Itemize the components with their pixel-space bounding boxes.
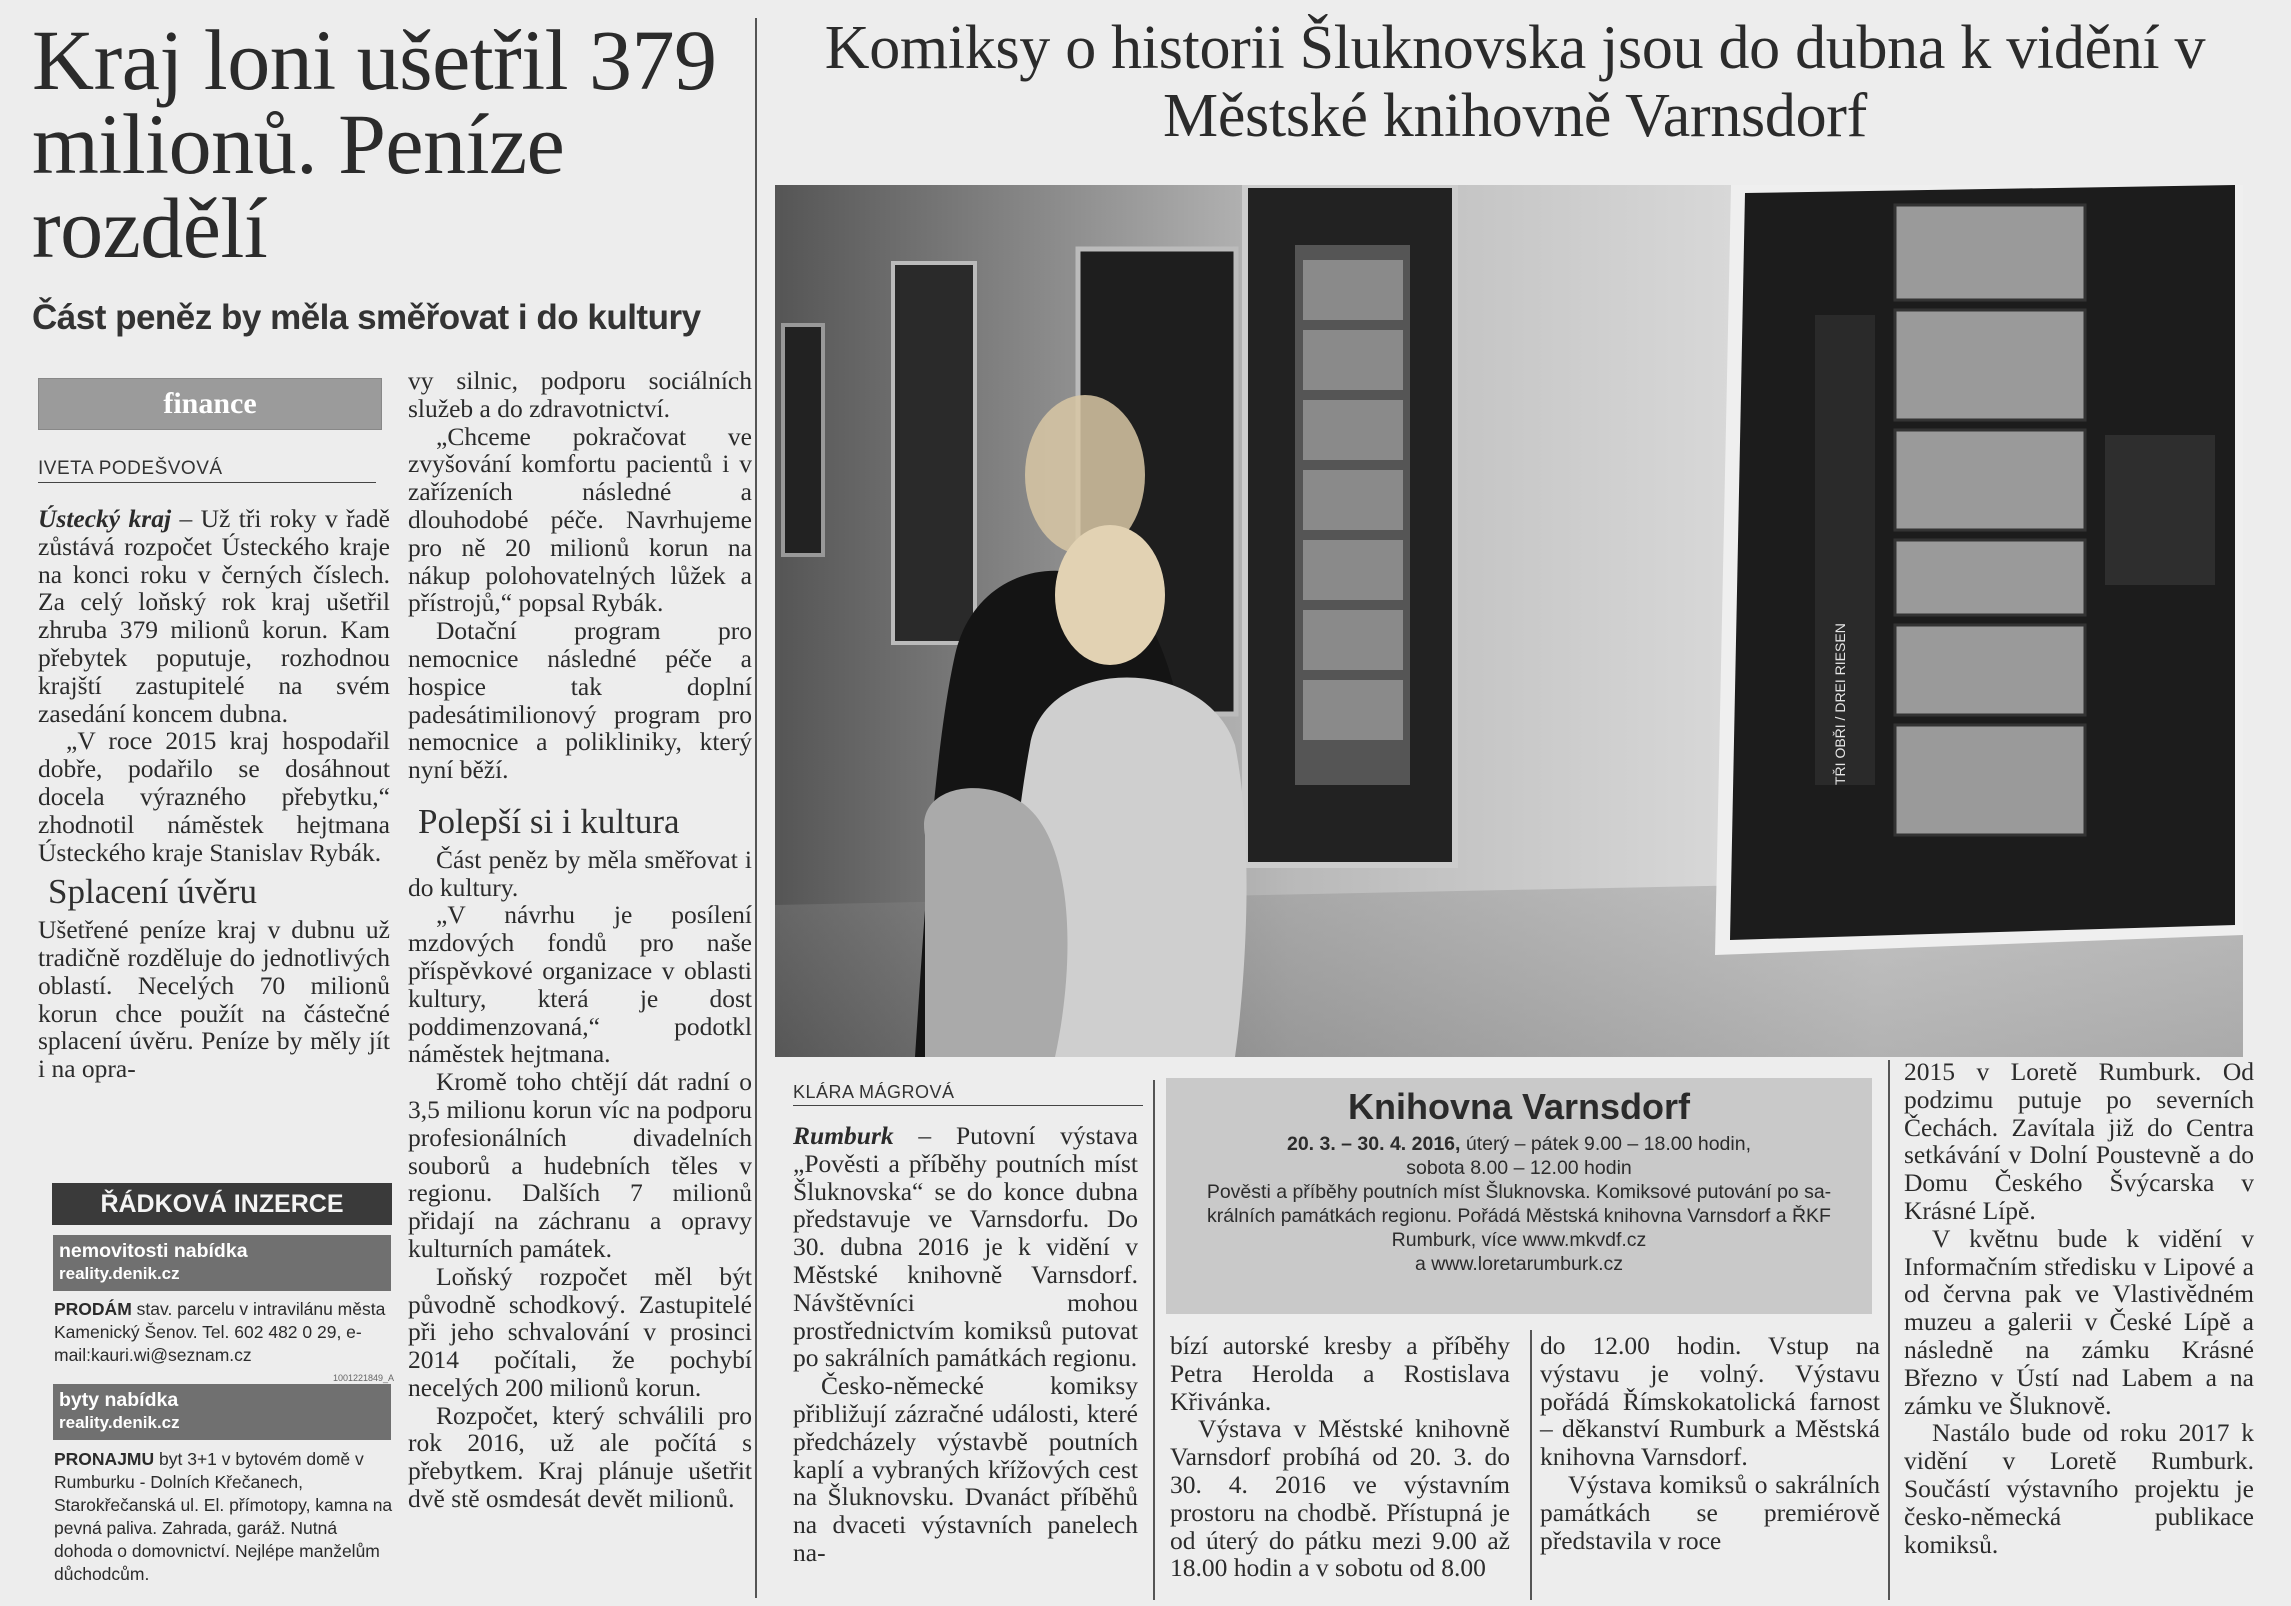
section-heading: Polepší si i kultura	[418, 801, 680, 841]
section-heading: Splacení úvěru	[48, 872, 257, 912]
ad-body: byt 3+1 v bytovém domě v Rumburku - Dolních Křečanech, Starokřečanská ul. El. přímotopy, kamna na pevná paliva. Zahrada, garáž. Nutná dohoda o domovnictví. Nejlépe manželům důchodcům.	[54, 1449, 393, 1584]
paragraph: Výstava v Městské knihovně Varnsdorf probíhá od 20. 3. do 30. 4. 2016 ve výstavním prostoru na chodbě. Přístupná je od úterý do pátku mezi 9.00 až 18.00 hodin a v sobotu od 8.00	[1170, 1414, 1510, 1583]
paragraph: 2015 v Loretě Rumburk. Od podzimu putuje po severních Čechách. Zavítala již do Centra setkávání v Dolní Poustevně a do Domu Českého Švýcarska v Krásné Lípě.	[1904, 1057, 2254, 1225]
right-column-3	[1540, 1332, 1880, 1554]
dateline-location: Ústecký kraj	[38, 504, 172, 533]
left-subhead: Část peněz by měla směřovat i do kultury	[32, 298, 701, 337]
wall-frame	[893, 263, 975, 643]
dateline-location: Rumburk	[793, 1121, 894, 1150]
paragraph: „V návrhu je posílení mzdových fondů pro naše příspěvkové organizace v oblasti kultury, která je dost poddimenzovaná,“ podotkl náměstek hejtmana.	[408, 900, 752, 1069]
info-box-line: Rumburk, více www.mkvdf.cz	[1391, 1229, 1647, 1251]
ads-category-flats	[53, 1384, 391, 1440]
info-box-line: králních památkách regionu. Pořádá Městská knihovna Varnsdorf a ŘKF	[1207, 1205, 1831, 1227]
paragraph: Výstava komiksů o sakrálních památkách se premiérově představila v roce	[1540, 1469, 1880, 1555]
photo-credit: KLÁRA MÁGROVÁ	[793, 1082, 1143, 1106]
paragraph: V květnu bude k vidění v Informačním středisku v Lipové a od června pak ve Vlastivědném muzeu a galerii v České Lípě a následně na zámku Krásné Březno v Ústí nad Labem a na zámku ve Šluknově.	[1904, 1223, 2254, 1420]
ad-lead: PRODÁM	[54, 1299, 132, 1319]
column-divider	[1888, 1060, 1890, 1600]
paragraph: Ušetřené peníze kraj v dubnu už tradičně rozděluje do jednotlivých oblastí. Necelých 70 milionů korun chce použít na částečné splacení úvěru. Peníze by měly jít i na opra-	[38, 915, 390, 1084]
info-box-line: a www.loretarumburk.cz	[1414, 1253, 1624, 1275]
exhibition-photo	[775, 185, 2243, 1057]
paragraph: Kromě toho chtějí dát radní o 3,5 milionu korun víc na podporu profesionálních divadelních souborů a hudebních těles v regionu. Dalších 7 milionů přidají na záchranu a opravy kulturních památek.	[408, 1067, 752, 1263]
paragraph: „V roce 2015 kraj hospodařil dobře, podařilo se dosáhnout docela výrazného přebytku,“ zhodnotil náměstek hejtmana Ústeckého kraje Stanislav Rybák.	[38, 726, 390, 867]
paragraph: Část peněz by měla směřovat i do kultury.	[408, 844, 752, 902]
paragraph: Česko-německé komiksy přibližují zázračné události, které předcházely výstavbě poutních kaplí a vybraných křížových cest na Šluknovsku. Dvanáct příběhů na dvaceti výstavních panelech na-	[793, 1371, 1138, 1567]
info-box	[1166, 1078, 1872, 1314]
right-column-1	[793, 1122, 1138, 1567]
ads-category-title: byty nabídka	[59, 1389, 179, 1411]
classified-ad	[54, 1448, 394, 1586]
column-divider	[1530, 1330, 1532, 1600]
right-column-2	[1170, 1332, 1510, 1582]
wall-frame	[783, 325, 823, 555]
paragraph: „Chceme pokračovat ve zvyšování komfortu pacientů i v zařízeních následné a dlouhodobé péče. Navrhujeme pro ně 20 milionů korun na nákup polohovatelných lůžek a přístrojů,“ popsal Rybák.	[408, 421, 752, 618]
right-headline: Komiksy o historii Šluknovska jsou do dubna k vidění v Městské knihovně Varnsdorf	[824, 14, 2206, 150]
info-box-line: 20. 3. – 30. 4. 2016, úterý – pátek 9.00 – 18.00 hodin,	[1286, 1133, 1752, 1155]
ads-category-real-estate	[53, 1235, 391, 1291]
child-head	[1055, 525, 1165, 665]
ad-lead: PRONAJMU	[54, 1449, 155, 1469]
ads-category-site: reality.denik.cz	[59, 1264, 180, 1283]
author-byline: IVETA PODEŠVOVÁ	[38, 458, 376, 483]
right-column-4	[1904, 1058, 2254, 1558]
rubric-label: finance	[38, 378, 382, 430]
paragraph: Dotační program pro nemocnice následné péče a hospice tak doplní padesátimilionový program pro nemocnice a polikliniky, který nyní běží.	[408, 616, 752, 785]
info-box-line: sobota 8.00 – 12.00 hodin	[1406, 1157, 1632, 1179]
column-divider	[755, 18, 757, 1598]
ads-category-site: reality.denik.cz	[59, 1413, 180, 1432]
info-box-title: Knihovna Varnsdorf	[1347, 1086, 1691, 1127]
ad-code: 1001221849_A	[332, 1373, 394, 1383]
ad-body: stav. parcelu v intravilánu města Kamenický Šenov. Tel. 602 482 0 29, e-mail:kauri.wi@seznam.cz	[54, 1299, 386, 1365]
classified-ad	[54, 1298, 394, 1390]
paragraph: Rozpočet, který schválili pro rok 2016, už ale počítá s přebytkem. Kraj plánuje ušetřit dvě stě osmdesát devět milionů.	[408, 1400, 752, 1514]
info-box-line: Pověsti a příběhy poutních míst Šluknovska. Komiksové putování po sa-	[1206, 1181, 1832, 1203]
paragraph: Loňský rozpočet měl být původně schodkový. Zastupitelé při jeho schvalování v prosinci 2014 počítali, že pochybí necelých 200 milionů korun.	[408, 1261, 752, 1402]
classified-ads-header: ŘÁDKOVÁ INZERCE	[52, 1183, 392, 1225]
ads-category-title: nemovitosti nabídka	[59, 1240, 248, 1262]
column-divider	[1153, 1080, 1155, 1600]
photo-illustration	[775, 185, 2243, 1057]
left-column-1	[38, 505, 390, 1083]
left-column-2	[408, 367, 752, 1513]
paragraph: Rumburk – Putovní výstava „Pověsti a příběhy poutních míst Šluknovska“ se do konce dubna představuje ve Varnsdorfu. Do 30. dubna 2016 je k vidění v Městské knihovně Varnsdorf. Návštěvníci mohou prostřednictvím komiksů putovat po sakrálních památkách regionu.	[793, 1121, 1138, 1373]
left-headline: Kraj loni ušetřil 379 milionů. Peníze rozdělí	[32, 12, 717, 276]
paragraph: do 12.00 hodin. Vstup na výstavu je volný. Výstavu pořádá Římskokatolická farnost – děkanství Rumburk a Městská knihovna Varnsdorf.	[1540, 1331, 1880, 1472]
paragraph: Nastálo bude od roku 2017 k vidění v Loretě Rumburk. Součástí výstavního projektu je česko-německá publikace komiksů.	[1904, 1418, 2254, 1559]
paragraph: bízí autorské kresby a příběhy Petra Herolda a Rostislava Křivánka.	[1170, 1331, 1510, 1416]
paragraph: Ústecký kraj – Už tři roky v řadě zůstává rozpočet Ústeckého kraje na konci roku v černých číslech. Za celý loňský rok kraj ušetřil zhruba 379 milionů korun. Kam přebytek poputuje, rozhodnou krajští zastupitelé na svém zasedání koncem dubna.	[38, 504, 390, 728]
paragraph: vy silnic, podporu sociálních služeb a do zdravotnictví.	[408, 366, 752, 423]
panel-caption: TŘI OBŘI / DREI RIESEN	[1832, 623, 1848, 785]
